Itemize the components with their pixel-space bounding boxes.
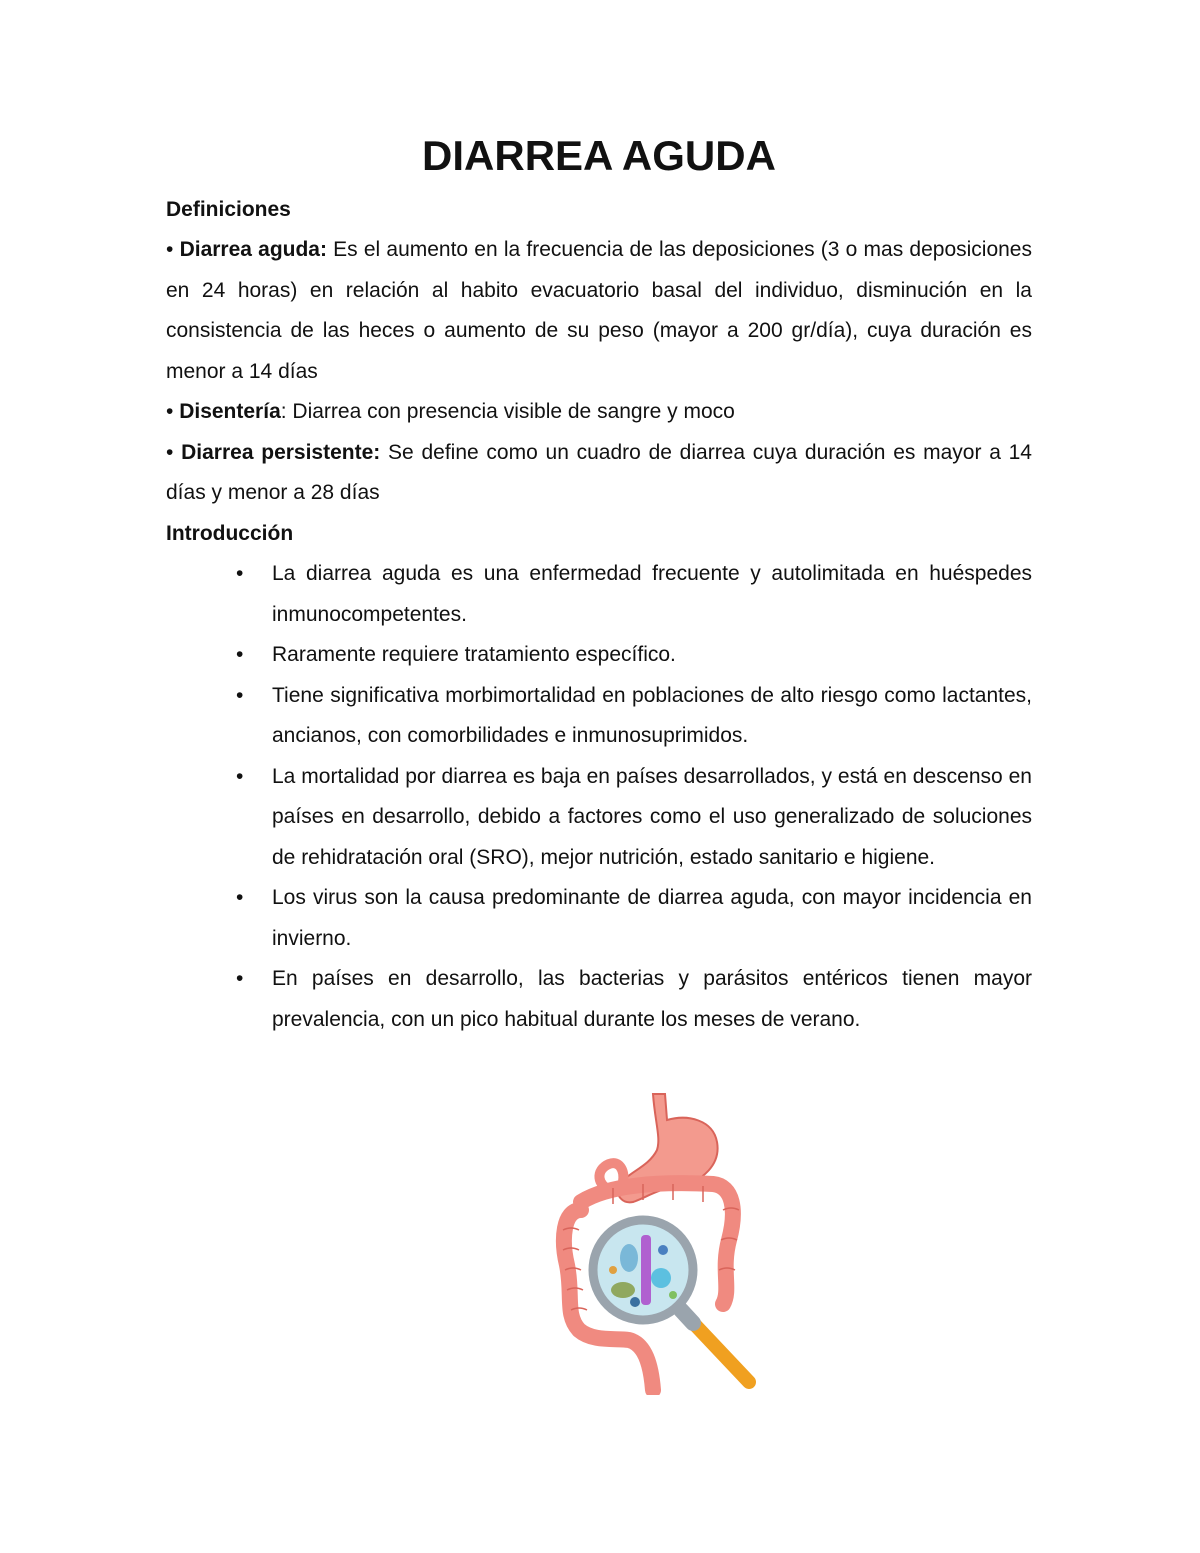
definition-diarrea-persistente bbox=[166, 433, 1032, 514]
introduction-heading: Introducción bbox=[166, 521, 294, 545]
bullet: • bbox=[166, 238, 174, 261]
bullet: • bbox=[236, 643, 244, 666]
definition-diarrea-aguda bbox=[166, 230, 1032, 392]
definition-text: Se define como un cuadro de diarrea cuya duración es mayor a 14 días y menor a 28 días bbox=[166, 440, 1032, 504]
bullet: • bbox=[166, 400, 174, 423]
list-item: • La mortalidad por diarrea es baja en países desarrollados, y está en descenso en países en desarrollo, debido a factores como el uso generalizado de soluciones de rehidratación oral (SRO), mejor nutrición, estado sanitario e higiene. bbox=[166, 757, 1032, 879]
definition-text: : Diarrea con presencia visible de sangre y moco bbox=[280, 400, 735, 423]
list-item: • La diarrea aguda es una enfermedad frecuente y autolimitada en huéspedes inmunocompetentes. bbox=[166, 554, 1032, 635]
definition-term: Disentería bbox=[179, 400, 281, 423]
definitions-heading: Definiciones bbox=[166, 197, 291, 221]
list-item: • En países en desarrollo, las bacterias y parásitos entéricos tienen mayor prevalencia, con un pico habitual durante los meses de verano. bbox=[166, 959, 1032, 1040]
definition-term: Diarrea aguda: bbox=[179, 238, 327, 261]
bullet: • bbox=[236, 562, 244, 585]
definition-term: Diarrea persistente: bbox=[181, 440, 381, 464]
document-page bbox=[166, 132, 1032, 1040]
list-item: • Raramente requiere tratamiento específico. bbox=[166, 635, 1032, 676]
definition-disenteria bbox=[166, 392, 1032, 433]
introduction-list bbox=[166, 554, 1032, 1040]
page-title: DIARREA AGUDA bbox=[422, 132, 776, 179]
bullet: • bbox=[236, 683, 244, 707]
bullet: • bbox=[236, 967, 244, 990]
list-item: • Los virus son la causa predominante de diarrea aguda, con mayor incidencia en invierno. bbox=[166, 878, 1032, 959]
definition-text: Es el aumento en la frecuencia de las deposiciones (3 o mas deposiciones en 24 horas) en relación al habito evacuatorio basal del individuo, disminución en la consistencia de las heces o aumento de su peso (mayor a 200 gr/día), cuya duración es menor a 14 días bbox=[166, 238, 1032, 383]
bullet: • bbox=[236, 764, 244, 788]
list-item: • Tiene significativa morbimortalidad en poblaciones de alto riesgo como lactantes, ancianos, con comorbilidades e inmunosuprimidos. bbox=[166, 676, 1032, 757]
bullet: • bbox=[236, 886, 244, 909]
bullet: • bbox=[166, 440, 174, 464]
digestive-tract-magnifier-illustration bbox=[553, 1090, 763, 1395]
